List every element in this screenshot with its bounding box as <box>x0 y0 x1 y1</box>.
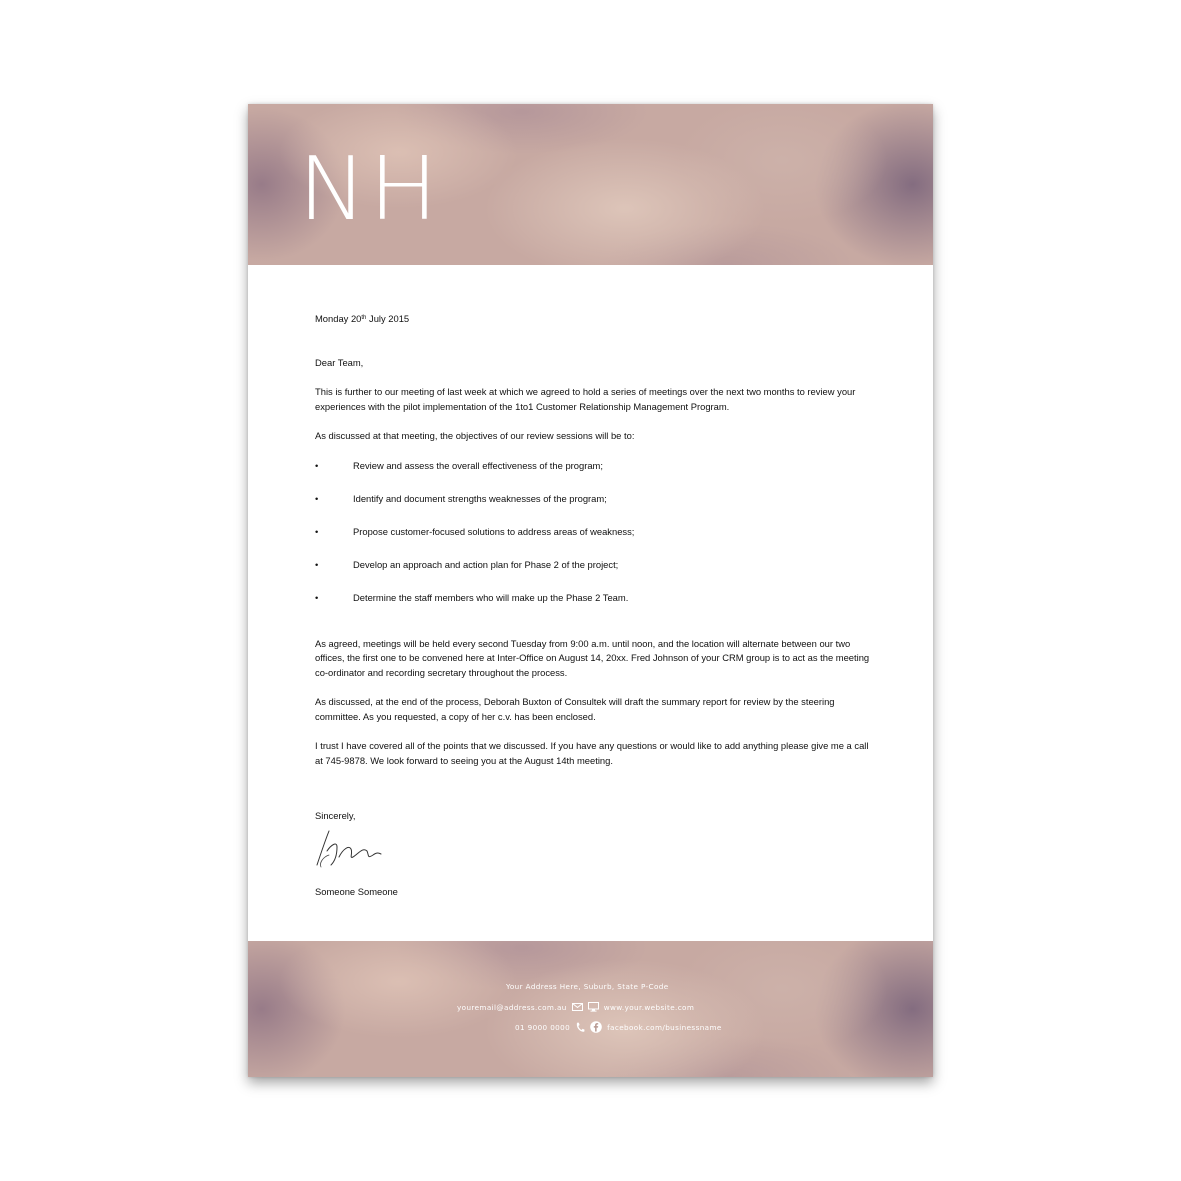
envelope-icon <box>572 1003 583 1011</box>
monitor-icon <box>588 1002 599 1012</box>
letter-date: Monday 20th July 2015 <box>315 313 410 324</box>
phone-social-line <box>515 1021 722 1033</box>
monogram-logo: NH <box>298 138 440 241</box>
objectives-intro: As discussed at that meeting, the objectives of our review sessions will be to: <box>315 430 635 442</box>
facebook-text[interactable]: facebook.com/businessname <box>607 1022 722 1032</box>
phone-icon <box>575 1022 585 1033</box>
sign-off: Sincerely, <box>315 809 356 821</box>
intro-paragraph: This is further to our meeting of last week at which we agreed to hold a series of meetings over the next two months to review your experiences with the pilot implementation of the 1to1 Customer Relationship Management Program. <box>315 386 856 412</box>
letter-body <box>315 312 875 900</box>
bullet-icon: • <box>315 558 319 570</box>
list-item: • Develop an approach and action plan for Phase 2 of the project; <box>315 558 875 573</box>
phone-text: 01 9000 0000 <box>515 1022 571 1032</box>
bullet-icon: • <box>315 459 319 471</box>
closing-paragraph: I trust I have covered all of the points that we discussed. If you have any questions or would like to add anything please give me a call at 745-9878. We look forward to seeing you at the August 14th meeting. <box>315 740 869 767</box>
facebook-icon <box>590 1021 602 1033</box>
signer-name: Someone Someone <box>315 886 398 898</box>
email-text[interactable]: youremail@address.com.au <box>457 1002 567 1012</box>
email-website-line <box>457 1002 694 1012</box>
bullet-icon: • <box>315 591 319 603</box>
address-text: Your Address Here, Suburb, State P-Code <box>506 982 669 991</box>
list-item: • Propose customer-focused solutions to address areas of weakness; <box>315 525 875 540</box>
bullet-icon: • <box>315 492 319 504</box>
report-paragraph: As discussed, at the end of the process, Deborah Buxton of Consultek will draft the summary report for review by the steering committee. As you requested, a copy of her c.v. has been enclosed. <box>315 696 835 722</box>
header-banner <box>248 104 933 265</box>
signature-image <box>315 827 395 871</box>
bullet-icon: • <box>315 525 319 537</box>
date-ordinal: th <box>361 315 367 321</box>
letterhead-page <box>248 104 933 1077</box>
objectives-list <box>315 459 875 606</box>
address-line <box>506 982 669 991</box>
list-item: • Review and assess the overall effectiveness of the program; <box>315 459 875 474</box>
list-item: • Identify and document strengths weaknesses of the program; <box>315 492 875 507</box>
salutation: Dear Team, <box>315 356 364 368</box>
schedule-paragraph: As agreed, meetings will be held every second Tuesday from 9:00 a.m. until noon, and the location will alternate between our two offices, the first one to be convened here at Inter-Office on August 14, 20xx. Fred Johnson of your CRM group is to act as the meeting co-ordinator and recording secretary throughout the process. <box>315 637 870 678</box>
list-item: • Determine the staff members who will make up the Phase 2 Team. <box>315 591 875 606</box>
website-text[interactable]: www.your.website.com <box>603 1002 695 1012</box>
